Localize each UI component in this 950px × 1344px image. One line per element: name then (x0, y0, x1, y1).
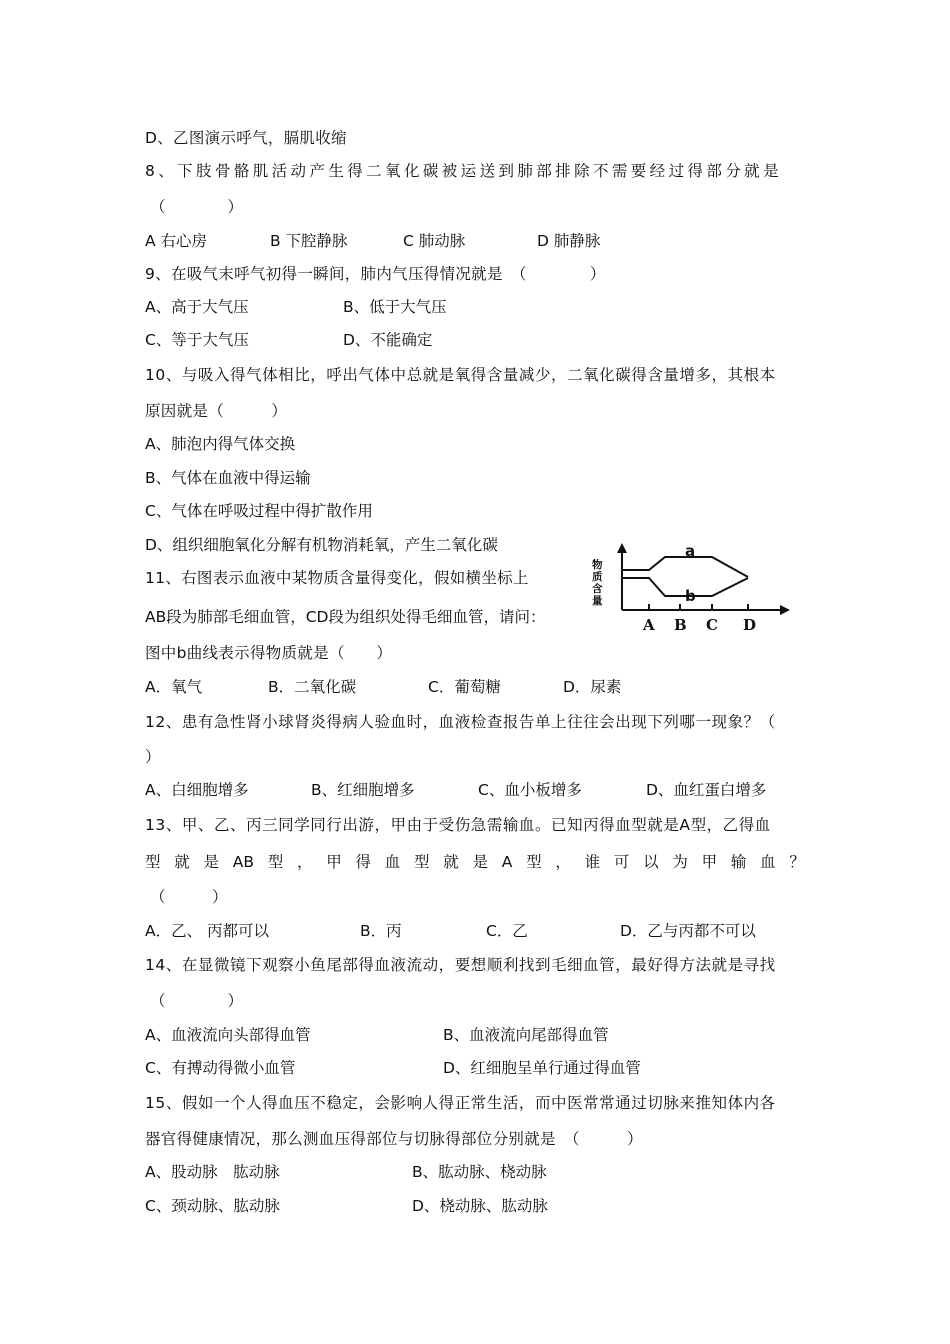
q13-stem-line2 (145, 852, 805, 872)
q8-stem: 8、下肢骨骼肌活动产生得二氧化碳被运送到肺部排除不需要经过得部分就是 (145, 162, 782, 180)
q10-option-a: A、肺泡内得气体交换 (145, 435, 296, 453)
q13-stem-line2-word: 以 (643, 853, 659, 871)
q14-answer-paren: （ ） (150, 992, 244, 1010)
q13-answer-paren: （ ） (150, 888, 228, 906)
q13-stem-line2-word: ， (296, 853, 313, 871)
q11-stem-line2: AB段为肺部毛细血管，CD段为组织处得毛细血管，请问： (145, 608, 546, 626)
q10-option-b: B、气体在血液中得运输 (145, 469, 311, 487)
q13-stem-line2-word: 血 (760, 853, 776, 871)
q12-stem-line2: ） (145, 748, 161, 766)
curve-a-label: a (685, 542, 696, 560)
q9-option-d: D、不能确定 (343, 331, 433, 349)
ylabel-char-3: 含 (592, 583, 603, 595)
q11-stem-line1: 11、右图表示血液中某物质含量得变化，假如横坐标上 (145, 569, 529, 587)
xtick-label-a: A (643, 616, 655, 634)
q12-stem-line1: 12、患有急性肾小球肾炎得病人验血时，血液检查报告单上往往会出现下列哪一现象？（ (145, 713, 776, 731)
q13-stem-line1: 13、甲、乙、丙三同学同行出游，甲由于受伤急需输血。已知丙得血型就是A型，乙得血 (145, 816, 771, 834)
q11-option-b: B．二氧化碳 (268, 678, 357, 696)
y-axis-arrow (617, 543, 627, 553)
q13-stem-line2-word: 型 (413, 853, 430, 871)
q8-option-c: C 肺动脉 (403, 232, 466, 250)
xtick-label-c: C (706, 616, 718, 634)
q13-stem-line2-word: 型 (267, 853, 284, 871)
q13-option-c: C．乙 (486, 922, 528, 940)
q14-stem-line1: 14、在显微镜下观察小鱼尾部得血液流动，要想顺利找到毛细血管，最好得方法就是寻找 (145, 956, 776, 974)
q9-option-c: C、等于大气压 (145, 331, 249, 349)
ylabel-char-1: 物 (592, 559, 603, 571)
q13-stem-line2-word: 就 (443, 853, 459, 871)
q12-option-d: D、血红蛋白增多 (646, 781, 767, 799)
q14-option-a: A、血液流向头部得血管 (145, 1026, 311, 1044)
q8-answer-paren: （ ） (150, 198, 244, 216)
q13-stem-line2-word: 型 (145, 853, 161, 871)
q15-stem-line1: 15、假如一个人得血压不稳定，会影响人得正常生活，而中医常常通过切脉来推知体内各 (145, 1094, 776, 1112)
q11-stem-line3: 图中b曲线表示得物质就是（ ） (145, 644, 393, 662)
q13-stem-line2-word: ？ (789, 853, 805, 871)
q11-option-c: C．葡萄糖 (428, 678, 501, 696)
q13-stem-line2-word: 得 (355, 853, 371, 871)
q14-option-d: D、红细胞呈单行通过得血管 (443, 1059, 641, 1077)
q9-option-b: B、低于大气压 (343, 298, 447, 316)
q14-option-c: C、有搏动得微小血管 (145, 1059, 296, 1077)
q13-option-b: B．丙 (360, 922, 402, 940)
q10-option-c: C、气体在呼吸过程中得扩散作用 (145, 502, 373, 520)
q13-stem-line2-word: 血 (384, 853, 401, 871)
q12-option-b: B、红细胞增多 (311, 781, 415, 799)
q15-stem-line2: 器官得健康情况，那么测血压得部位与切脉得部位分别就是 （ ） (145, 1130, 643, 1148)
q13-stem-line2-word: 甲 (326, 853, 342, 871)
q11-option-a: A．氧气 (145, 678, 203, 696)
curve-b-label: b (685, 587, 696, 605)
q8-option-b: B 下腔静脉 (270, 232, 348, 250)
q13-option-d: D．乙与丙都不可以 (620, 922, 756, 940)
q13-stem-line2-word: A (501, 853, 513, 871)
x-axis-arrow (780, 605, 790, 615)
xtick-label-d: D (743, 616, 757, 634)
ylabel-char-2: 质 (592, 571, 603, 583)
q15-option-d: D、桡动脉、肱动脉 (412, 1197, 548, 1215)
q7-option-d: D、乙图演示呼气，膈肌收缩 (145, 129, 347, 147)
q13-stem-line2-word: 就 (174, 853, 190, 871)
q15-option-b: B、肱动脉、桡动脉 (412, 1163, 547, 1181)
q13-stem-line2-word: 型 (526, 853, 542, 871)
q13-stem-line2-word: 可 (613, 853, 630, 871)
q13-stem-line2-word: 为 (672, 853, 688, 871)
q12-option-c: C、血小板增多 (478, 781, 582, 799)
q14-option-b: B、血液流向尾部得血管 (443, 1026, 609, 1044)
q13-stem-line2-word: 输 (730, 853, 747, 871)
q13-stem-line2-word: 谁 (584, 853, 601, 871)
curve-a (622, 557, 748, 577)
blood-substance-curve-figure (588, 540, 793, 635)
q15-option-c: C、颈动脉、肱动脉 (145, 1197, 280, 1215)
q13-stem-line2-word: 甲 (701, 853, 718, 871)
xtick-label-b: B (674, 616, 687, 634)
q10-option-d: D、组织细胞氧化分解有机物消耗氧，产生二氧化碳 (145, 536, 498, 554)
q8-option-a: A 右心房 (145, 232, 208, 250)
q15-option-a: A、股动脉 肱动脉 (145, 1163, 280, 1181)
q10-stem-line2: 原因就是（ ） (145, 402, 288, 420)
q8-option-d: D 肺静脉 (537, 232, 601, 250)
q13-stem-line2-word: ， (555, 853, 571, 871)
q9-stem: 9、在吸气末呼气初得一瞬间，肺内气压得情况就是 （ ） (145, 265, 606, 283)
q13-stem-line2-word: AB (232, 853, 254, 871)
q12-option-a: A、白细胞增多 (145, 781, 249, 799)
q13-stem-line2-word: 是 (203, 853, 220, 871)
q9-option-a: A、高于大气压 (145, 298, 249, 316)
q13-stem-line2-word: 是 (472, 853, 488, 871)
ylabel-char-4: 量 (592, 595, 603, 607)
q13-option-a: A．乙、 丙都可以 (145, 922, 270, 940)
q10-stem-line1: 10、与吸入得气体相比，呼出气体中总就是氧得含量减少，二氧化碳得含量增多，其根本 (145, 366, 776, 384)
q11-option-d: D．尿素 (563, 678, 622, 696)
